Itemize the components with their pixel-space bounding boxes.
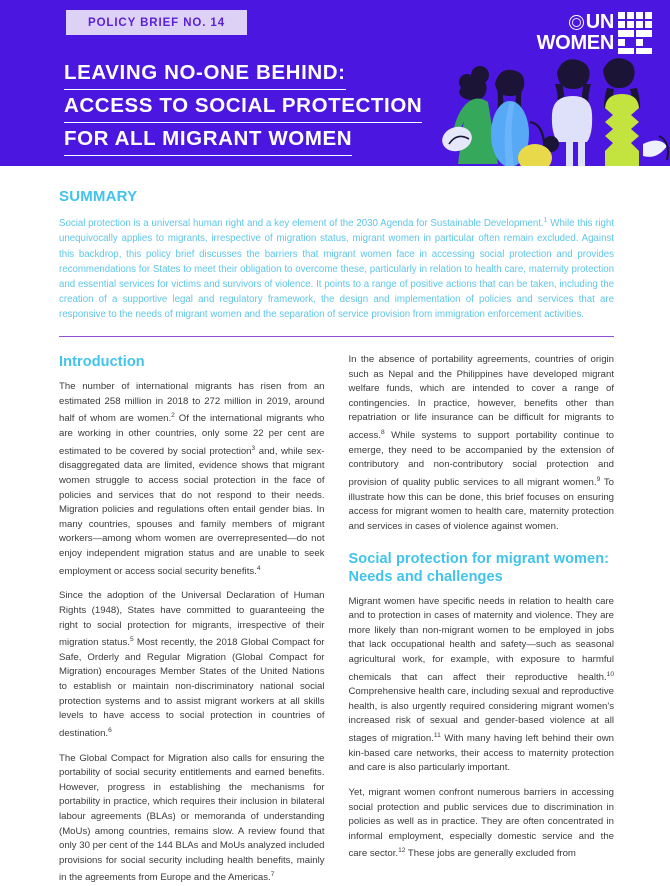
social-protection-heading: Social protection for migrant women: Needs and challenges	[348, 550, 610, 585]
summary-section	[0, 166, 670, 323]
page-title	[64, 58, 464, 157]
title-line-3: FOR ALL MIGRANT WOMEN	[64, 124, 352, 156]
document-body	[0, 166, 670, 886]
left-column	[59, 353, 325, 886]
un-emblem-icon	[569, 15, 584, 30]
right-column	[349, 353, 615, 886]
left-paragraph-3: The Global Compact for Migration also calls for ensuring the portability of social security entitlements and earned benefits. However, progress in establishing the mechanisms for portability in practice, which requires their inclusion in bilateral labour agreements (BLAs) or memoranda of understanding (MoUs) among countries, remains slow. A review found that only 30 per cent of the 144 BLAs and MoUs analyzed included provisions for social security including health benefits, mainly in the agreements from Europe and the Americas.$^7$	[59, 752, 325, 884]
left-paragraph-2: Since the adoption of the Universal Declaration of Human Rights (1948), States have committed to guaranteeing the right to social protection for migrants, irrespective of their migration status.$^5$ Most recently, the 2018 Global Compact for Safe, Orderly and Regular Migration (Global Compact for Migration) encourages Member States of the United Nations to establish or maintain non-discriminatory national social protection systems and to assist migrant workers at all skills levels to have access to social protection in countries of destination.$^6$	[59, 590, 325, 740]
policy-brief-badge: POLICY BRIEF NO. 14	[66, 10, 247, 35]
right-paragraph-top: In the absence of portability agreements, countries of origin such as Nepal and the Philippines have developed migrant welfare funds, which are intended to cover a range of contingencies. In practice, however, benefits other than repatriation or life insurance can be difficult for migrants to access.$^8$ While systems to support portability continue to emerge, they need to be accompanied by the extension of contributory and non-contributory social protection and provision of quality public services to all migrant women.$^9$ To illustrate how this can be done, this brief focuses on ensuring access for migrant women to health care, maternity protection and services in cases of violence against women.	[348, 354, 615, 532]
migrant-women-illustration	[435, 44, 670, 166]
left-paragraph-1: The number of international migrants has risen from an estimated 258 million in 2018 to 272 million in 2019, around half of whom are women.$^2$ Of the international migrants who are working in other countries, only some 22 per cent are estimated to be covered by social protection$^3$ and, while sex-disaggregated data are limited, evidence shows that migrant women struggle to access social protection in the face of policies and services that do not respond to their needs. Migration policies and regulations often entail gender bias. In many countries, spouses and family members of migrant workers—among whom women are overrepresented—do not enjoy independent migration status and are unable to seek employment or access social security benefits.$^4$	[59, 381, 325, 577]
title-line-2: ACCESS TO SOCIAL PROTECTION	[64, 91, 422, 123]
summary-heading: SUMMARY	[59, 188, 138, 205]
logo-line-un: UN	[585, 11, 614, 33]
right-paragraph-1: Migrant women have specific needs in relation to health care and to protection in cases of maternity and violence. They are more likely than non-migrant women to be employed in jobs that lack occupational health and safety—such as seasonal agricultural work, for example, with exposure to harmful chemicals that can affect their reproductive health.$^{10}$ Comprehensive health care, including sexual and reproductive health, is also urgently required considering migrant women's increased risk of sexual and gender-based violence at all stages of migration.$^{11}$ With many having left behind their own kin-based care networks, their access to maternity protection and care is also particularly important.	[348, 595, 614, 774]
right-paragraph-2: Yet, migrant women confront numerous barriers in accessing social protection and public services due to discrimination in policies as well as in practice. They are often concentrated in informal employment, especially domestic service and the care sector.$^{12}$ These jobs are generally excluded from	[348, 787, 614, 860]
two-column-layout	[0, 337, 670, 886]
document-header-banner	[0, 0, 670, 166]
title-line-1: LEAVING NO-ONE BEHIND:	[64, 58, 346, 90]
logo-line-women: WOMEN	[536, 32, 614, 54]
introduction-heading: Introduction	[59, 354, 145, 371]
summary-text: Social protection is a universal human right and a key element of the 2030 Agenda for Sustainable Development.$^1$ While this right unequivocally applies to migrants, irrespective of migration status, migrant women in particular often remain excluded. Against this backdrop, this policy brief discusses the barriers that migrant women face in accessing social protection and provides recommendations for States to meet their obligation to overcome these, particularly in relation to health care, maternity protection and essential services for victims and survivors of violence. It points to a range of positive actions that can be taken, including the creation of a supportive legal and regulatory framework, the design and implementation of policies and services that are responsive to the needs of migrant women and the separation of service provision from immigration enforcement activities.	[59, 217, 615, 321]
